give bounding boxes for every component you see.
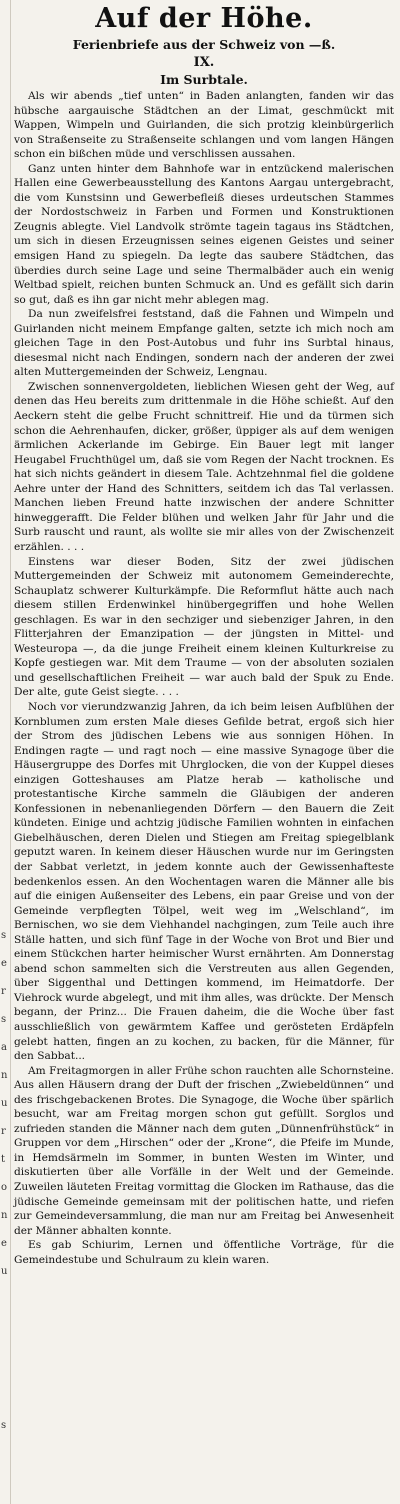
margin-letter: e: [1, 958, 7, 969]
paragraph: Einstens war dieser Boden, Sitz der zwei jüdischen Muttergemeinden der Schweiz mit autonomem Gemeinderechte, Schauplatz schwerer Kulturkämpfe. Die Reformflut hätte auch nach diesem stillen Erdenwinkel hinübergegriffen und hohe Wellen geschlagen. Es war in den sechziger und siebenziger Jahren, in den Flitterjahren der Emanzipation — der jüngsten in Mittel- und Westeuropa —, da die junge Freiheit einem kleinen Kulturkreise zu Kopfe gestiegen war. Mit dem Traume — von der absoluten sozialen und gesellschaftlichen Freiheit — war auch bald der Spuk zu Ende. Der alte, gute Geist siegte. . . .: [14, 555, 394, 699]
paragraph: Am Freitagmorgen in aller Frühe schon rauchten alle Schornsteine. Aus allen Häusern drang der Duft der frischen „Zwiebeldünnen“ und des frischgebackenen Brotes. Die Synagoge, die Woche über spärlich besucht, war am Freitag morgen schon gut gefüllt. Sorglos und zufrieden standen die Männer nach dem guten „Dünnenfrühstück“ in Gruppen vor dem „Hirschen“ oder der „Krone“, die Pfeife im Munde, in Hemdsärmeln im Sommer, in bunten Westen im Winter, und diskutierten über alle Vorfälle in der Welt und der Gemeinde. Zuweilen läuteten Freitag vormittag die Glocken im Rathause, das die jüdische Gemeinde gemeinsam mit der politischen hatte, und riefen zur Gemeindeversammlung, die man nur am Freitag bei Anwesenheit der Männer abhalten konnte.: [14, 1064, 394, 1237]
paragraph: Ganz unten hinter dem Bahnhofe war in entzückend malerischen Hallen eine Gewerbeausstellung des Kantons Aargau untergebracht, die vom Kunstsinn und Gewerbefleiß dieses urdeutschen Stammes der Nordostschweiz in Farben und Formen und Konstruktionen Zeugnis ablegte. Viel Landvolk strömte tagein tagaus ins Städtchen, um sich in diesen Erzeugnissen seines eigenen Geistes und seiner emsigen Hand zu spiegeln. Da legte das saubere Städtchen, das überdies durch seine Lage und seine Thermalbäder auch ein wenig Weltbad spielt, reichen bunten Schmuck an. Und es gefällt sich darin so gut, daß es ihn gar nicht mehr ablegen mag.: [14, 162, 394, 306]
margin-letter: a: [1, 1042, 7, 1053]
newspaper-column: [14, 0, 394, 1267]
margin-letter: s: [1, 1014, 7, 1025]
margin-letter: u: [1, 1098, 8, 1109]
paragraph: Zwischen sonnenvergoldeten, lieblichen Wiesen geht der Weg, auf denen das Heu bereits zum drittenmale in die Höhe schießt. Auf den Aeckern steht die gelbe Frucht schnittreif. Hie und da türmen sich schon die Aehrenhaufen, dicker, größer, üppiger als auf dem wenigen ärmlichen Ackerlande im Gebirge. Ein Bauer legt mit langer Heugabel Fruchthügel um, daß sie vom Regen der Nacht trocknen. Es hat sich nichts geändert in diesem Tale. Achtzehnmal fiel die goldene Aehre unter der Hand des Schnitters, seitdem ich das Tal verlassen. Manchen lieben Freund hatte inzwischen der andere Schnitter hinweggerafft. Die Felder blühen und welken Jahr für Jahr und die Surb rauscht und raunt, als wollte sie mir alles von der Zwischenzeit erzählen. . . .: [14, 380, 394, 553]
article-section-heading: Im Surbtale.: [160, 72, 248, 87]
article-title: Auf der Höhe.: [95, 3, 313, 34]
left-margin-fragments: [0, 0, 11, 1504]
margin-letter: r: [1, 986, 6, 997]
article-subtitle: Ferienbriefe aus der Schweiz von —ß.: [72, 37, 336, 52]
margin-letter: s: [1, 1420, 7, 1431]
article-body: [14, 89, 394, 1267]
margin-letter: n: [1, 1070, 8, 1081]
margin-letter: n: [1, 1210, 8, 1221]
margin-letter: r: [1, 1126, 6, 1137]
margin-letter: s: [1, 930, 7, 941]
paragraph: Da nun zweifelsfrei feststand, daß die Fahnen und Wimpeln und Guirlanden nicht meinem Empfange galten, setzte ich mich noch am gleichen Tage in den Post-Autobus und fuhr ins Surbtal hinaus, diesesmal nicht nach Endingen, sondern nach der anderen der zwei alten Muttergemeinden der Schweiz, Lengnau.: [14, 308, 394, 379]
paragraph: Als wir abends „tief unten“ in Baden anlangten, fanden wir das hübsche aargauische Städtchen an der Limat, geschmückt mit Wappen, Wimpeln und Guirlanden, die sich protzig kleinbürgerlich von Straßenseite zu Straßenseite schlangen und vom langen Hängen schon ein bißchen müde und verschlissen aussahen.: [14, 90, 394, 161]
paragraph: Noch vor vierundzwanzig Jahren, da ich beim leisen Aufblühen der Kornblumen zum ersten Male dieses Gefilde betrat, ergoß sich hier der Strom des jüdischen Lebens wie aus sonnigen Höhen. In Endingen ragte — und ragt noch — eine massive Synagoge über die Häusergruppe des Dorfes mit Uhrglocken, die von der Kuppel dieses einzigen Gotteshauses am Platze herab — katholische und protestantische Kirche sammeln die Gläubigen der anderen Konfessionen in nebenanliegenden Dörfern — den Bauern die Zeit kündeten. Einige und achtzig jüdische Familien wohnten in einfachen Giebelhäuschen, deren Dielen und Stiegen am Freitag spiegelblank geputzt waren. In keinem dieser Häuschen wurde nur im Geringsten der Sabbat verletzt, in jedem konnte auch der Gewissenhafteste bedenkenlos essen. An den Wochentagen waren die Männer alle bis auf die einigen Außenseiter des Lebens, ein paar Greise und von der Gemeinde verpflegten Tölpel, weit weg im „Welschland“, im Bernischen, wo sie dem Viehhandel nachgingen, zum Teile auch ihre Ställe hatten, und sich fünf Tage in der Woche von Brot und Bier und einem Stückchen harter heimischer Wurst ernährten. Am Donnerstag abend schon sammelten sich die Verstreuten aus allen Gegenden, über Siggenthal und Dettingen kommend, im Heimatdorfe. Der Viehrock wurde abgelegt, und mit ihm alles, was drückte. Der Mensch begann, der Prinz... Die Frauen daheim, die die Woche über fast ausschließlich von gewärmtem Kaffee und gerösteten Erdäpfeln gelebt hatten, fingen an zu kochen, zu backen, für die Männer, für den Sabbat...: [14, 700, 394, 1063]
margin-letter: t: [1, 1154, 6, 1165]
paragraph: Es gab Schiurim, Lernen und öffentliche Vorträge, für die Gemeindestube und Schulraum zu klein waren.: [14, 1239, 394, 1266]
margin-letter: o: [1, 1182, 8, 1193]
article-part-number: IX.: [193, 55, 215, 70]
margin-letter: u: [1, 1266, 8, 1277]
margin-letter: e: [1, 1238, 7, 1249]
